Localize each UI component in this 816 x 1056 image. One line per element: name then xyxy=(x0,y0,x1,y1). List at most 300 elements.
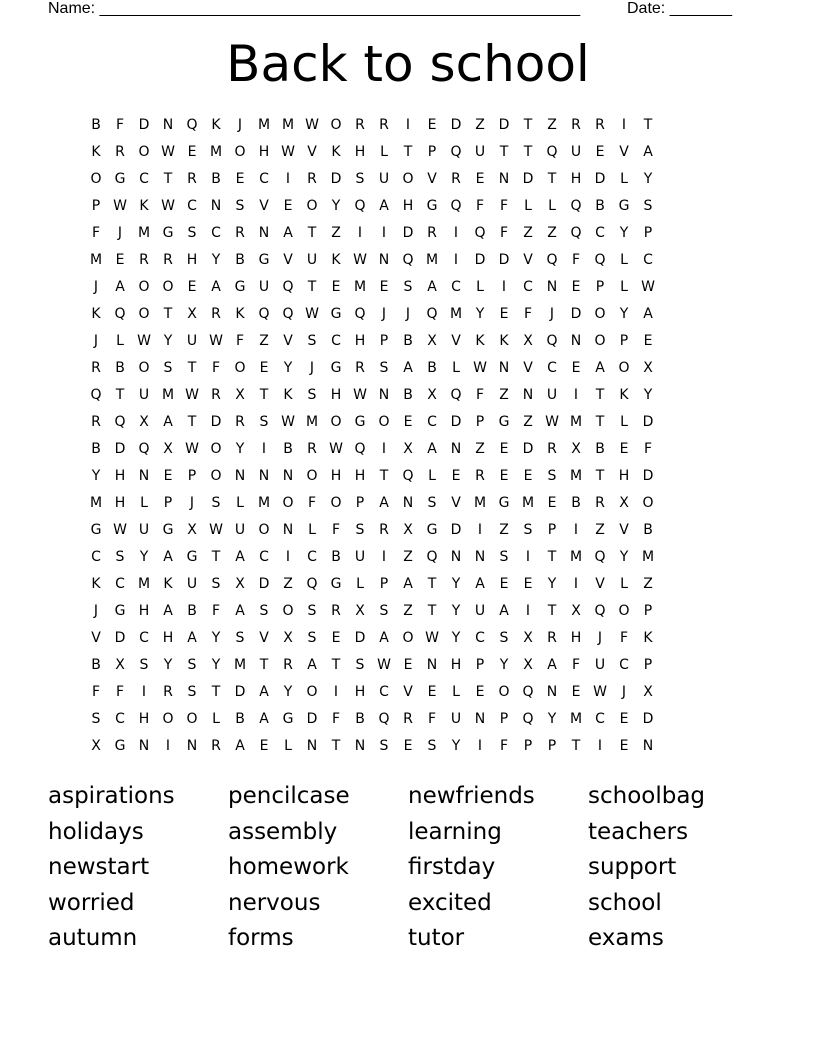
grid-letter: N xyxy=(498,171,510,187)
grid-letter: E xyxy=(547,495,557,511)
grid-row xyxy=(84,544,732,571)
grid-letter: S xyxy=(379,603,389,619)
grid-letter: Y xyxy=(91,468,101,484)
grid-letter: F xyxy=(115,684,125,700)
grid-letter: R xyxy=(91,414,101,430)
grid-letter: Q xyxy=(258,306,270,322)
grid-letter: X xyxy=(427,387,437,403)
grid-letter: I xyxy=(477,522,483,538)
grid-letter: Q xyxy=(546,144,558,160)
grid-letter: S xyxy=(235,198,245,214)
grid-letter: T xyxy=(115,387,125,403)
grid-letter: O xyxy=(618,360,630,376)
grid-letter: F xyxy=(91,225,101,241)
grid-letter: T xyxy=(427,603,437,619)
grid-letter: A xyxy=(379,630,389,646)
grid-letter: R xyxy=(187,171,197,187)
grid-letter: N xyxy=(282,522,294,538)
grid-letter: Q xyxy=(114,414,126,430)
grid-letter: Z xyxy=(475,441,485,457)
grid-letter: Y xyxy=(283,360,293,376)
grid-letter: Z xyxy=(643,576,653,592)
grid-letter: M xyxy=(161,387,175,403)
grid-row xyxy=(84,517,732,544)
grid-letter: E xyxy=(331,279,341,295)
grid-letter: U xyxy=(234,522,246,538)
grid-letter: A xyxy=(163,603,173,619)
grid-letter: K xyxy=(163,576,173,592)
word-bank-item: aspirations xyxy=(48,783,175,809)
grid-letter: E xyxy=(523,468,533,484)
grid-letter: Y xyxy=(643,171,653,187)
grid-letter: Z xyxy=(523,225,533,241)
grid-row xyxy=(84,733,732,760)
grid-letter: T xyxy=(259,387,269,403)
grid-letter: D xyxy=(522,441,534,457)
grid-letter: W xyxy=(305,306,319,322)
grid-letter: C xyxy=(427,414,437,430)
grid-letter: K xyxy=(475,333,485,349)
grid-letter: I xyxy=(573,387,579,403)
grid-letter: Q xyxy=(474,225,486,241)
grid-letter: A xyxy=(259,684,269,700)
grid-letter: G xyxy=(282,711,294,727)
grid-letter: B xyxy=(235,711,245,727)
grid-letter: Q xyxy=(450,198,462,214)
grid-letter: O xyxy=(138,306,150,322)
grid-letter: N xyxy=(234,468,246,484)
grid-letter: P xyxy=(547,522,557,538)
grid-letter: D xyxy=(642,468,654,484)
grid-letter: B xyxy=(403,387,413,403)
grid-letter: K xyxy=(643,630,653,646)
grid-row xyxy=(84,679,732,706)
grid-letter: Z xyxy=(547,117,557,133)
grid-letter: N xyxy=(450,549,462,565)
grid-letter: W xyxy=(377,657,391,673)
grid-letter: O xyxy=(330,117,342,133)
grid-letter: E xyxy=(643,333,653,349)
grid-letter: E xyxy=(427,117,437,133)
grid-letter: J xyxy=(621,684,627,700)
grid-letter: W xyxy=(161,198,175,214)
grid-letter: Q xyxy=(426,549,438,565)
grid-letter: G xyxy=(114,603,126,619)
grid-row xyxy=(84,598,732,625)
grid-letter: N xyxy=(570,333,582,349)
grid-letter: S xyxy=(379,738,389,754)
grid-letter: S xyxy=(427,495,437,511)
grid-letter: S xyxy=(523,522,533,538)
grid-letter: W xyxy=(353,252,367,268)
grid-letter: K xyxy=(211,117,221,133)
grid-letter: N xyxy=(282,468,294,484)
word-bank-item: teachers xyxy=(588,818,689,845)
grid-letter: H xyxy=(354,684,366,700)
grid-letter: W xyxy=(545,414,559,430)
grid-letter: N xyxy=(642,738,654,754)
grid-letter: D xyxy=(498,117,510,133)
grid-letter: C xyxy=(595,225,605,241)
grid-letter: N xyxy=(474,711,486,727)
grid-letter: O xyxy=(498,684,510,700)
grid-letter: I xyxy=(573,576,579,592)
grid-letter: U xyxy=(570,144,582,160)
grid-letter: E xyxy=(259,360,269,376)
grid-letter: T xyxy=(379,468,389,484)
grid-letter: T xyxy=(403,144,413,160)
grid-letter: F xyxy=(619,630,629,646)
grid-letter: I xyxy=(621,117,627,133)
grid-letter: F xyxy=(115,117,125,133)
grid-letter: I xyxy=(261,441,267,457)
grid-letter: D xyxy=(138,117,150,133)
grid-letter: D xyxy=(570,306,582,322)
grid-row xyxy=(84,274,732,301)
grid-letter: I xyxy=(165,738,171,754)
grid-letter: A xyxy=(595,360,605,376)
grid-letter: T xyxy=(163,171,173,187)
grid-letter: C xyxy=(619,657,629,673)
grid-letter: Q xyxy=(354,306,366,322)
grid-letter: A xyxy=(163,414,173,430)
grid-letter: P xyxy=(499,711,509,727)
grid-letter: A xyxy=(427,279,437,295)
grid-letter: U xyxy=(354,549,366,565)
grid-letter: F xyxy=(211,603,221,619)
grid-letter: T xyxy=(523,117,533,133)
grid-letter: R xyxy=(283,657,293,673)
grid-letter: V xyxy=(451,333,461,349)
grid-letter: I xyxy=(573,522,579,538)
grid-letter: R xyxy=(379,522,389,538)
grid-letter: U xyxy=(474,603,486,619)
grid-letter: R xyxy=(211,306,221,322)
grid-letter: Q xyxy=(594,549,606,565)
grid-letter: P xyxy=(475,414,485,430)
grid-letter: K xyxy=(91,576,101,592)
grid-letter: W xyxy=(209,333,223,349)
grid-letter: Q xyxy=(90,387,102,403)
grid-letter: J xyxy=(405,306,411,322)
grid-letter: N xyxy=(138,468,150,484)
grid-letter: E xyxy=(595,144,605,160)
grid-letter: N xyxy=(354,738,366,754)
grid-letter: O xyxy=(594,333,606,349)
grid-letter: W xyxy=(305,117,319,133)
grid-letter: W xyxy=(473,360,487,376)
grid-letter: Z xyxy=(259,333,269,349)
grid-letter: E xyxy=(499,468,509,484)
grid-letter: Q xyxy=(546,333,558,349)
grid-letter: Y xyxy=(451,738,461,754)
grid-letter: B xyxy=(283,441,293,457)
grid-letter: Q xyxy=(522,711,534,727)
grid-letter: B xyxy=(91,657,101,673)
grid-letter: Y xyxy=(619,549,629,565)
grid-letter: X xyxy=(91,738,101,754)
grid-letter: L xyxy=(620,171,628,187)
grid-letter: D xyxy=(450,117,462,133)
grid-row xyxy=(84,706,732,733)
grid-letter: O xyxy=(306,684,318,700)
word-bank-item: tutor xyxy=(408,925,465,952)
grid-letter: V xyxy=(451,495,461,511)
grid-letter: O xyxy=(138,360,150,376)
word-bank-item: learning xyxy=(408,818,502,845)
grid-letter: L xyxy=(524,198,532,214)
grid-letter: X xyxy=(619,495,629,511)
grid-letter: J xyxy=(381,306,387,322)
grid-letter: J xyxy=(597,630,603,646)
grid-letter: B xyxy=(643,522,653,538)
grid-letter: T xyxy=(547,549,557,565)
grid-letter: M xyxy=(569,414,583,430)
grid-letter: W xyxy=(113,198,127,214)
grid-letter: M xyxy=(281,117,295,133)
grid-letter: Z xyxy=(547,225,557,241)
grid-letter: K xyxy=(331,252,341,268)
grid-letter: Z xyxy=(499,387,509,403)
grid-letter: S xyxy=(355,657,365,673)
grid-letter: T xyxy=(331,657,341,673)
grid-letter: D xyxy=(474,252,486,268)
grid-letter: T xyxy=(547,603,557,619)
grid-letter: S xyxy=(187,225,197,241)
grid-letter: O xyxy=(210,468,222,484)
grid-letter: Q xyxy=(426,306,438,322)
grid-letter: T xyxy=(643,117,653,133)
grid-letter: F xyxy=(475,387,485,403)
grid-letter: L xyxy=(356,576,364,592)
grid-letter: Y xyxy=(331,198,341,214)
grid-letter: E xyxy=(235,171,245,187)
grid-letter: L xyxy=(620,279,628,295)
grid-letter: R xyxy=(91,360,101,376)
grid-letter: A xyxy=(427,441,437,457)
grid-letter: E xyxy=(499,441,509,457)
grid-letter: R xyxy=(331,603,341,619)
grid-letter: Q xyxy=(570,225,582,241)
grid-letter: O xyxy=(642,495,654,511)
date-field-label[interactable]: Date: _______ xyxy=(627,0,732,17)
grid-letter: K xyxy=(139,198,149,214)
grid-letter: A xyxy=(235,603,245,619)
grid-letter: V xyxy=(619,144,629,160)
word-bank-item: pencilcase xyxy=(228,783,350,809)
grid-letter: T xyxy=(427,576,437,592)
grid-letter: G xyxy=(498,414,510,430)
grid-letter: H xyxy=(186,252,198,268)
grid-letter: G xyxy=(498,495,510,511)
grid-letter: M xyxy=(425,252,439,268)
grid-letter: L xyxy=(380,144,388,160)
grid-letter: S xyxy=(211,495,221,511)
word-bank-item: firstday xyxy=(408,854,496,881)
grid-letter: R xyxy=(475,468,485,484)
grid-letter: G xyxy=(186,549,198,565)
grid-letter: A xyxy=(547,657,557,673)
name-field-label[interactable]: Name: ______________________________________________________ xyxy=(48,0,581,17)
grid-letter: N xyxy=(498,360,510,376)
grid-letter: V xyxy=(523,252,533,268)
grid-letter: E xyxy=(115,252,125,268)
grid-letter: I xyxy=(381,225,387,241)
grid-letter: C xyxy=(451,279,461,295)
grid-letter: R xyxy=(307,171,317,187)
word-bank-item: schoolbag xyxy=(588,783,706,809)
grid-letter: H xyxy=(330,468,342,484)
grid-letter: O xyxy=(234,144,246,160)
grid-letter: Y xyxy=(643,387,653,403)
grid-letter: U xyxy=(474,144,486,160)
grid-letter: M xyxy=(89,252,103,268)
grid-letter: X xyxy=(523,630,533,646)
grid-letter: L xyxy=(620,252,628,268)
grid-letter: F xyxy=(499,198,509,214)
grid-letter: E xyxy=(403,414,413,430)
grid-letter: E xyxy=(475,684,485,700)
grid-letter: Q xyxy=(450,387,462,403)
grid-letter: I xyxy=(381,441,387,457)
grid-letter: A xyxy=(499,603,509,619)
grid-letter: S xyxy=(379,360,389,376)
grid-letter: B xyxy=(91,117,101,133)
grid-letter: V xyxy=(307,144,317,160)
grid-letter: Y xyxy=(235,441,245,457)
grid-letter: E xyxy=(499,576,509,592)
grid-letter: Y xyxy=(451,630,461,646)
grid-letter: K xyxy=(331,144,341,160)
grid-letter: R xyxy=(379,117,389,133)
grid-letter: N xyxy=(378,387,390,403)
grid-letter: O xyxy=(402,630,414,646)
grid-letter: R xyxy=(163,684,173,700)
grid-letter: K xyxy=(619,387,629,403)
grid-letter: D xyxy=(114,630,126,646)
grid-letter: V xyxy=(619,522,629,538)
grid-letter: U xyxy=(138,387,150,403)
grid-letter: H xyxy=(354,333,366,349)
grid-letter: P xyxy=(427,144,437,160)
grid-letter: I xyxy=(333,684,339,700)
grid-letter: W xyxy=(641,279,655,295)
grid-letter: J xyxy=(93,603,99,619)
grid-letter: D xyxy=(330,171,342,187)
grid-letter: G xyxy=(114,738,126,754)
grid-letter: Q xyxy=(594,252,606,268)
grid-letter: L xyxy=(284,738,292,754)
grid-letter: H xyxy=(138,711,150,727)
grid-letter: X xyxy=(115,657,125,673)
grid-letter: S xyxy=(547,468,557,484)
grid-letter: E xyxy=(619,738,629,754)
grid-row xyxy=(84,112,732,139)
grid-letter: G xyxy=(162,225,174,241)
grid-letter: T xyxy=(523,144,533,160)
grid-letter: T xyxy=(187,414,197,430)
word-bank-item: homework xyxy=(228,854,349,881)
grid-letter: A xyxy=(259,711,269,727)
grid-letter: J xyxy=(189,495,195,511)
page-title: Back to school xyxy=(226,35,590,93)
grid-letter: K xyxy=(499,333,509,349)
grid-letter: C xyxy=(115,576,125,592)
grid-letter: C xyxy=(523,279,533,295)
grid-letter: V xyxy=(595,576,605,592)
grid-row xyxy=(84,220,732,247)
grid-letter: I xyxy=(525,603,531,619)
grid-letter: A xyxy=(187,630,197,646)
grid-letter: F xyxy=(499,225,509,241)
grid-letter: S xyxy=(139,657,149,673)
grid-letter: M xyxy=(257,495,271,511)
grid-letter: C xyxy=(595,711,605,727)
grid-letter: D xyxy=(450,414,462,430)
grid-letter: T xyxy=(499,144,509,160)
grid-letter: W xyxy=(425,630,439,646)
grid-letter: A xyxy=(307,657,317,673)
grid-letter: J xyxy=(93,279,99,295)
grid-letter: C xyxy=(379,684,389,700)
grid-letter: W xyxy=(185,387,199,403)
letter-grid xyxy=(84,112,732,760)
grid-letter: X xyxy=(187,522,197,538)
grid-letter: Q xyxy=(594,603,606,619)
grid-letter: F xyxy=(235,333,245,349)
grid-letter: R xyxy=(307,441,317,457)
grid-letter: K xyxy=(91,144,101,160)
grid-letter: P xyxy=(619,333,629,349)
grid-letter: E xyxy=(499,306,509,322)
grid-letter: G xyxy=(330,306,342,322)
grid-letter: G xyxy=(618,198,630,214)
grid-letter: R xyxy=(427,225,437,241)
grid-letter: Y xyxy=(451,576,461,592)
grid-letter: R xyxy=(115,144,125,160)
grid-letter: S xyxy=(499,630,509,646)
grid-letter: C xyxy=(259,549,269,565)
grid-letter: F xyxy=(499,738,509,754)
grid-letter: A xyxy=(235,738,245,754)
grid-letter: Y xyxy=(283,684,293,700)
grid-letter: O xyxy=(210,441,222,457)
grid-letter: F xyxy=(91,684,101,700)
grid-letter: G xyxy=(426,198,438,214)
grid-letter: S xyxy=(355,171,365,187)
grid-letter: K xyxy=(91,306,101,322)
grid-letter: W xyxy=(329,441,343,457)
grid-letter: D xyxy=(402,225,414,241)
grid-letter: T xyxy=(211,549,221,565)
grid-letter: P xyxy=(547,738,557,754)
grid-letter: Q xyxy=(306,576,318,592)
grid-letter: R xyxy=(547,441,557,457)
grid-letter: D xyxy=(114,441,126,457)
grid-letter: D xyxy=(258,576,270,592)
grid-letter: Y xyxy=(475,306,485,322)
grid-letter: X xyxy=(571,603,581,619)
grid-letter: F xyxy=(427,711,437,727)
grid-letter: I xyxy=(453,225,459,241)
grid-letter: X xyxy=(571,441,581,457)
grid-letter: Y xyxy=(211,252,221,268)
grid-letter: R xyxy=(571,117,581,133)
grid-letter: Q xyxy=(282,306,294,322)
grid-letter: E xyxy=(619,711,629,727)
grid-letter: W xyxy=(185,441,199,457)
grid-letter: F xyxy=(331,711,341,727)
